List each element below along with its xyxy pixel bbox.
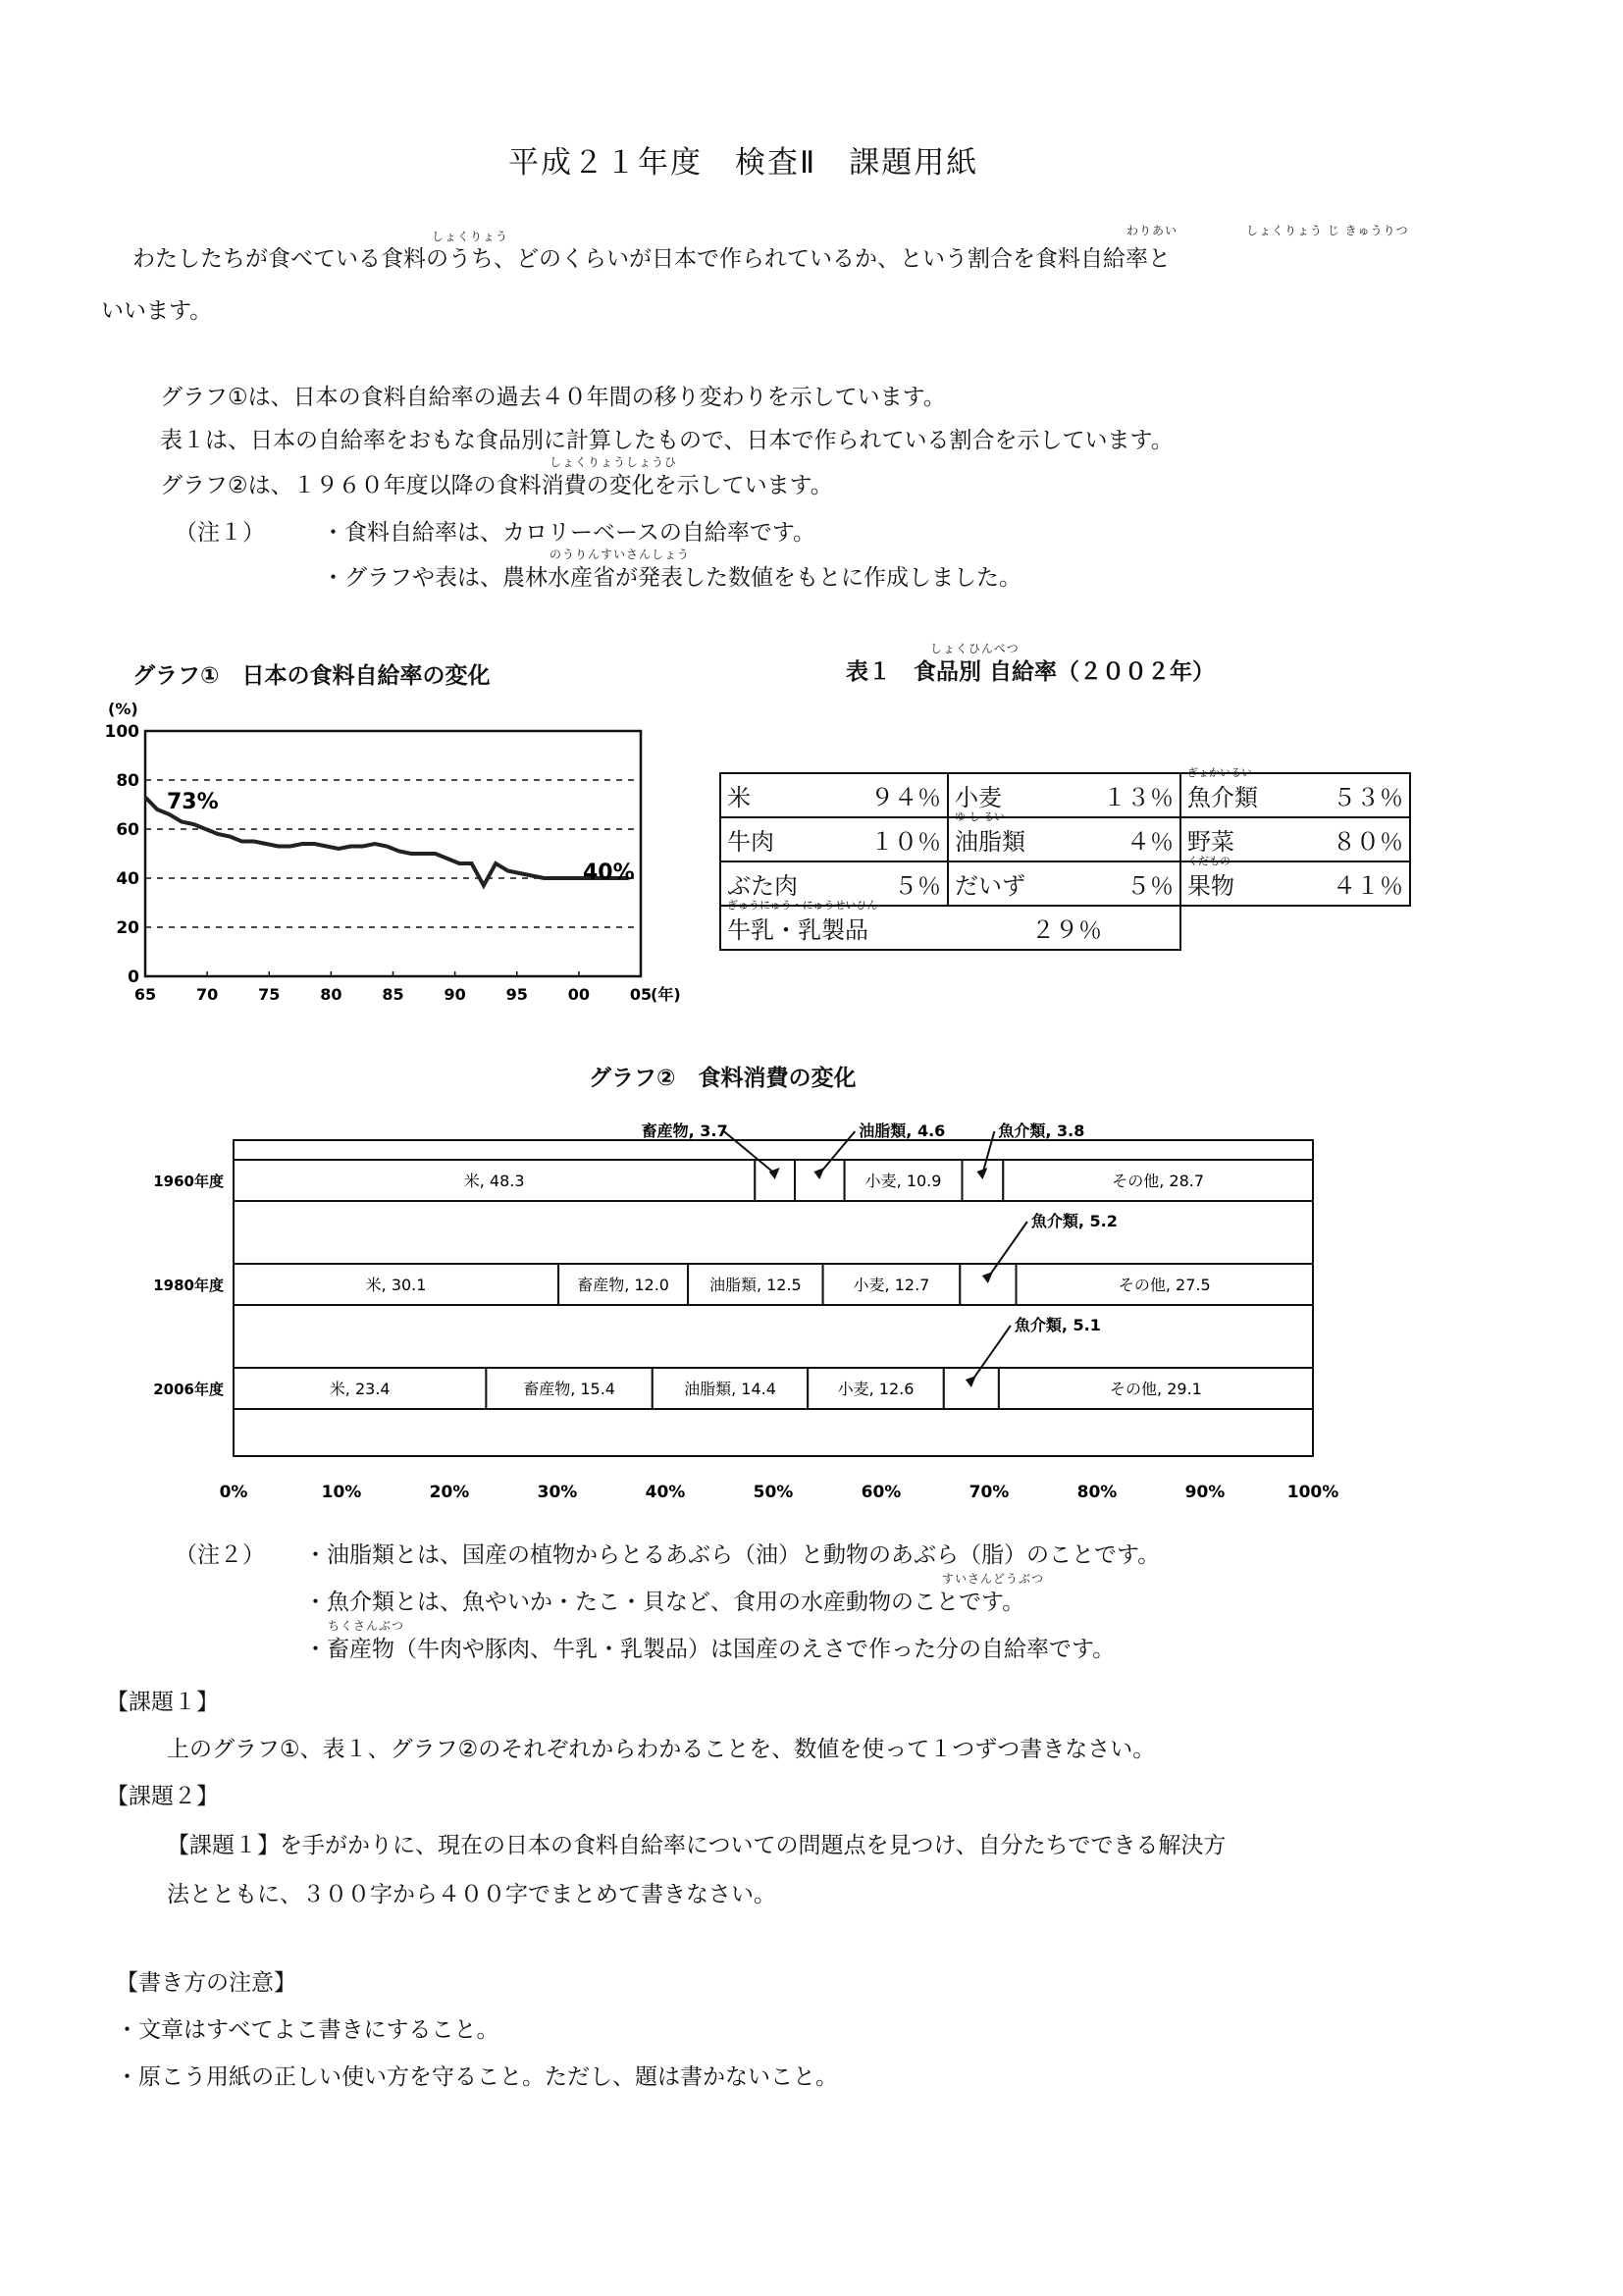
table-row [720,906,1410,950]
cell-name: 魚介類 [1187,784,1258,811]
graph2-x-tick-label: 10% [321,1483,362,1502]
graph2-chart [118,1097,1354,1509]
graph1-title: グラフ① 日本の食料自給率の変化 [132,663,491,689]
cell-name: ぶた肉 [727,872,798,900]
graph1-y-tick-label: 20 [116,918,139,938]
graph1-label-end: 40% [583,861,635,885]
table1 [719,766,1411,951]
note1-a: ・食料自給率は、カロリーベースの自給率です。 [322,520,816,546]
cell-name: 小麦 [955,784,1002,811]
cell-name: 米 [727,784,751,811]
ruby-shokuryo: しょくりょう [432,230,509,243]
graph2-segment-label: 油脂類, 12.5 [708,1276,802,1294]
graph2-segment-label: その他, 27.5 [1118,1276,1211,1294]
graph1-y-tick-label: 60 [116,820,139,840]
graph1-y-tick-label: 0 [128,967,139,987]
graph1-chart [98,697,687,1020]
ruby-jikyuritsu: しょくりょう じ きゅうりつ [1246,224,1409,237]
page-title: 平成２１年度 検査Ⅱ 課題用紙 [508,145,979,181]
ruby-shokuryoshohi: しょくりょうしょうひ [550,455,678,469]
note2-c: ・畜産物（牛肉や豚肉、牛乳・乳製品）は国産のえさで作った分の自給率です。 [304,1637,1116,1662]
graph2-x-tick-label: 100% [1286,1483,1339,1502]
graph1-x-tick-label: 00 [567,985,591,1004]
table-cell-empty [1180,906,1410,950]
graph2-x-tick-label: 80% [1076,1483,1118,1502]
note1-label: （注１） [175,520,265,546]
cell-ruby: くだもの [1187,855,1230,867]
table-cell [1180,855,1410,906]
cell-name: 牛肉 [727,828,774,856]
graph2-callout-label: 畜産物, 3.7 [641,1122,728,1140]
cell-ruby: ゆ し るい [955,810,1005,823]
graph2-category-label: 1960年度 [153,1173,224,1190]
note-graph2: グラフ②は、１９６０年度以降の食料消費の変化を示しています。 [160,473,833,498]
graph1-x-unit: (年) [651,985,681,1004]
task2-heading: 【課題２】 [106,1784,219,1809]
graph2-x-tick-label: 40% [645,1483,686,1502]
graph2-segment-label: 畜産物, 15.4 [523,1380,616,1398]
cell-value: ９４％ [870,784,941,811]
graph1-y-unit: (%) [108,700,138,718]
graph2-segment-label: 米, 48.3 [463,1172,525,1190]
graph2-callout-label: 魚介類, 5.2 [1030,1212,1118,1230]
ruby-wariai: わりあい [1126,224,1178,237]
graph2-segment-label: その他, 28.7 [1112,1172,1205,1190]
graph2-x-tick-label: 60% [861,1483,902,1502]
task2-line-2: 法とともに、３００字から４００字でまとめて書きなさい。 [167,1882,776,1907]
graph2-segment-label: 米, 30.1 [365,1276,427,1294]
table1-title: 表１ 食品別 自給率（２００２年） [846,659,1216,685]
cell-value: ５％ [1126,872,1174,900]
intro-line-1: わたしたちが食べている食料のうち、どのくらいが日本で作られているか、という割合を食料自給率と [132,246,1171,272]
graph2-x-tick-label: 70% [969,1483,1010,1502]
note2-b-ruby: すいさんどうぶつ [942,1572,1045,1586]
graph2-bar-segment [960,1264,1016,1305]
cell-name: 果物 [1187,872,1234,900]
graph1-label-start: 73% [167,790,219,814]
graph1-x-tick-label: 90 [444,985,466,1004]
graph1-x-tick-label: 85 [382,985,404,1004]
cell-value: １０％ [870,828,941,856]
writing-b: ・原こう用紙の正しい使い方を守ること。ただし、題は書かないこと。 [116,2064,838,2090]
cell-name: 野菜 [1187,828,1234,856]
graph1-x-tick-label: 75 [258,985,281,1004]
graph1-y-tick-label: 100 [104,722,139,742]
table-cell [1180,766,1410,817]
cell-name: 牛乳・乳製品 [727,916,868,944]
cell-value: １３％ [1103,784,1174,811]
graph2-category-label: 1980年度 [153,1277,224,1294]
graph2-segment-label: 小麦, 12.6 [837,1380,915,1398]
graph2-bar-segment [963,1160,1004,1201]
cell-value: ２９％ [1031,916,1102,944]
graph1-x-tick-label: 65 [133,985,157,1004]
graph2-callout-label: 油脂類, 4.6 [859,1122,946,1140]
table-row [720,817,1410,861]
graph2-segment-label: 小麦, 12.7 [853,1276,930,1294]
graph2-callout-label: 魚介類, 3.8 [998,1122,1085,1140]
task2-line-1: 【課題１】を手がかりに、現在の日本の食料自給率についての問題点を見つけ、自分たちでできる解決方 [167,1833,1227,1858]
cell-value: ８０％ [1333,828,1403,856]
note1-b: ・グラフや表は、農林水産省が発表した数値をもとに作成しました。 [322,565,1021,591]
graph1-x-tick-label: 80 [320,985,342,1004]
table-cell [948,861,1180,906]
graph2-bar-segment [795,1160,845,1201]
graph2-callout-label: 魚介類, 5.1 [1014,1316,1101,1334]
graph2-segment-label: 畜産物, 12.0 [577,1276,670,1294]
ruby-norinsuisansho: のうりんすいさんしょう [550,548,691,561]
graph1-frame [145,731,641,976]
graph2-bar-segment [944,1368,999,1409]
graph1-x-tick-label: 05 [629,985,653,1004]
cell-value: ５３％ [1333,784,1403,811]
graph1-x-tick-label: 70 [195,985,219,1004]
intro-line-2: いいます。 [101,298,213,324]
task1-text: 上のグラフ①、表１、グラフ②のそれぞれからわかることを、数値を使って１つずつ書きなさい。 [167,1737,1156,1762]
graph2-x-tick-label: 90% [1184,1483,1226,1502]
table1-title-ruby: しょくひんべつ [930,642,1020,655]
graph2-x-tick-label: 50% [753,1483,794,1502]
graph2-bar-segment [755,1160,795,1201]
cell-ruby: ぎゅうにゅう・にゅうせいひん [727,899,878,912]
cell-value: ４％ [1126,828,1174,856]
task1-heading: 【課題１】 [106,1690,219,1715]
graph2-x-tick-label: 0% [219,1483,248,1502]
graph2-title: グラフ② 食料消費の変化 [589,1066,857,1091]
graph2-segment-label: 米, 23.4 [329,1380,391,1398]
note-table1: 表１は、日本の自給率をおもな食品別に計算したもので、日本で作られている割合を示しています。 [160,428,1174,453]
graph1-x-tick-label: 95 [505,985,528,1004]
cell-ruby: ぎょかいるい [1187,766,1252,779]
table-cell [720,899,1180,950]
graph1-y-tick-label: 80 [116,771,139,791]
note2-a: ・油脂類とは、国産の植物からとるあぶら（油）と動物のあぶら（脂）のことです。 [304,1542,1161,1568]
graph2-x-tick-label: 30% [537,1483,578,1502]
note2-b: ・魚介類とは、魚やいか・たこ・貝など、食用の水産動物のことです。 [304,1590,1025,1615]
table-cell [948,810,1180,861]
note-graph1: グラフ①は、日本の食料自給率の過去４０年間の移り変わりを示しています。 [160,385,946,410]
note2-label: （注２） [175,1542,265,1568]
graph1-y-tick-label: 40 [116,869,139,889]
graph2-category-label: 2006年度 [153,1381,224,1398]
cell-name: 油脂類 [955,828,1025,856]
note2-c-ruby: ちくさんぶつ [328,1619,405,1633]
writing-heading: 【書き方の注意】 [116,1970,296,1996]
cell-value: ４１％ [1333,872,1403,900]
table-row [720,773,1410,817]
table-cell [720,773,948,817]
graph2-segment-label: 油脂類, 14.4 [684,1380,776,1398]
graph2-x-tick-label: 20% [429,1483,470,1502]
graph2-segment-label: 小麦, 10.9 [864,1172,942,1190]
cell-name: だいず [955,872,1025,900]
table-cell [720,817,948,861]
writing-a: ・文章はすべてよこ書きにすること。 [116,2017,499,2043]
graph2-segment-label: その他, 29.1 [1110,1380,1202,1398]
cell-value: ５％ [894,872,941,900]
